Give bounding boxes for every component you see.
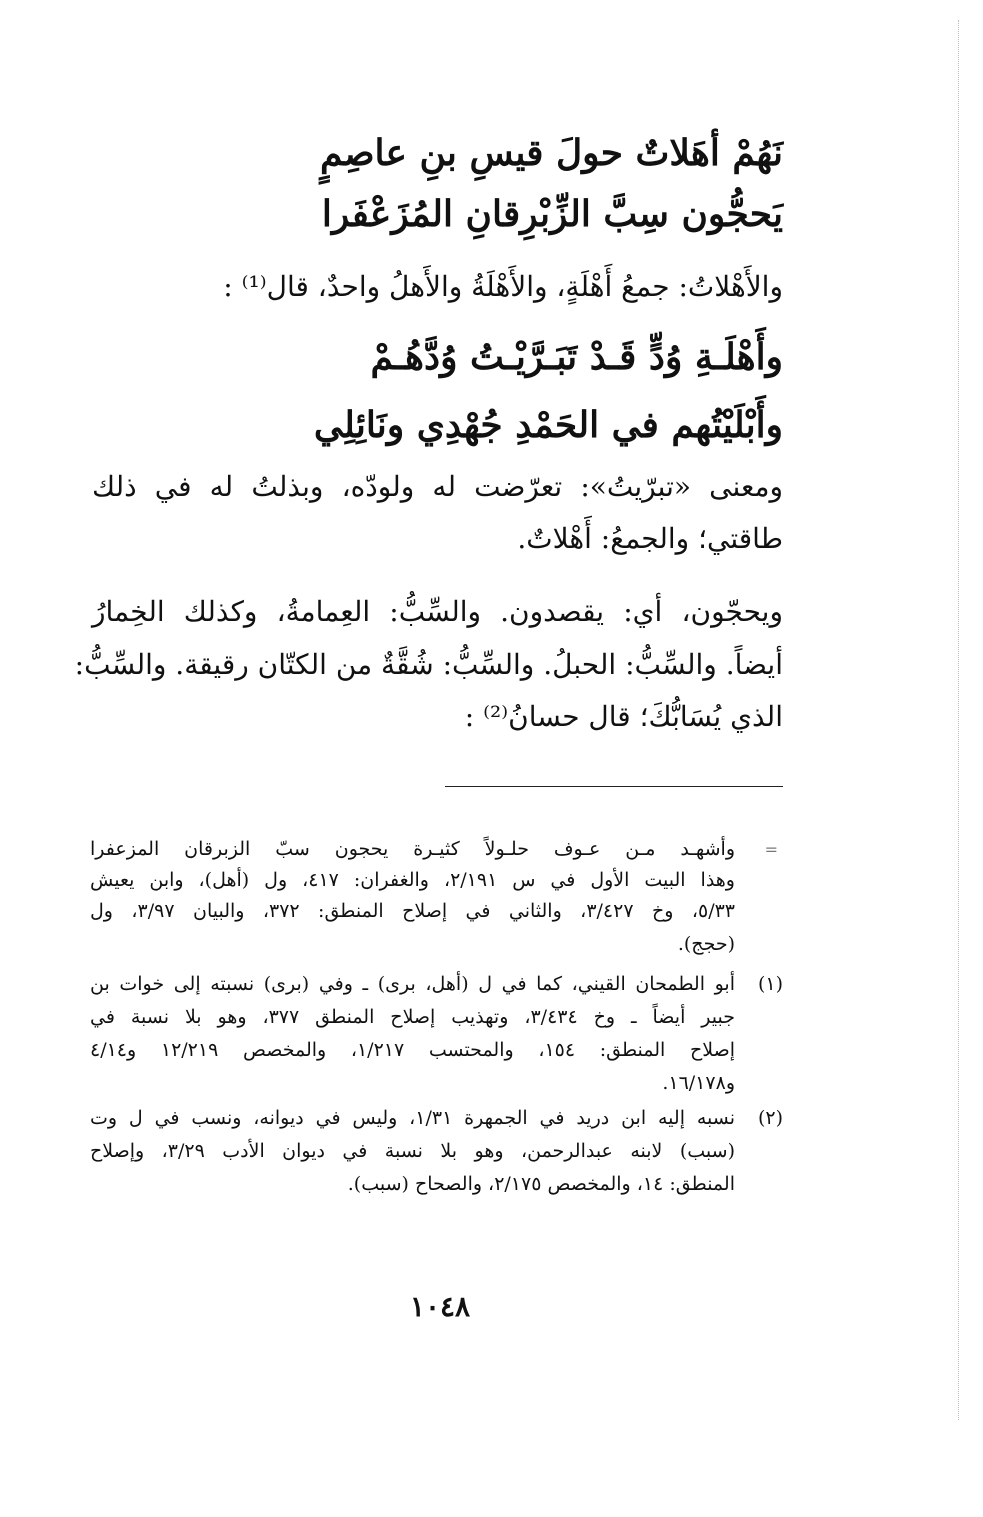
footnote-continued-line-2: وهذا البيت الأول في س ٢/١٩١، والغفران: ٤١٧، ول (أهل)، وابن يعيش [90, 869, 735, 891]
footnote-continued-line-3: ٥/٣٣، وخ ٣/٤٢٧، والثاني في إصلاح المنطق: ٣٧٢، والبيان ٣/٩٧، ول [90, 900, 736, 922]
footnote-2-line-3: المنطق: ١٤، والمخصص ٢/١٧٥، والصحاح (سبب). [347, 1173, 735, 1195]
verse-line-1: نَهُمْ أهَلاتٌ حولَ قيسِ بنِ عاصِمٍ [320, 132, 783, 174]
footnote-2-marker: (٢) [757, 1107, 783, 1129]
body-paragraph-line-6: الذي يُسَابُّكَ؛ قال حسانُ⁽²⁾ : [464, 700, 783, 733]
verse-line-3: وأَهْلَـةِ وُدٍّ قَـدْ تَبَـرَّيْـتُ وُدَّهُـمْ [370, 336, 783, 378]
footnote-continued-line-4: (حجج). [677, 933, 735, 955]
footnote-continued-marker: = [764, 840, 778, 859]
page-edge-line [958, 20, 960, 1420]
footnote-continued-line-1: وأشهـد مـن عـوف حلـولاً كثيـرة يحجون سبّ الزبرقان المزعفرا [90, 838, 735, 860]
footnote-1-line-4: و١٦/١٧٨. [662, 1072, 735, 1094]
page-number: ١٠٤٨ [409, 1290, 471, 1323]
body-paragraph-line-3: طاقتي؛ والجمعُ: أَهْلاتٌ. [517, 522, 783, 555]
footnote-separator [445, 786, 783, 787]
footnote-1-line-2: جبير أيضاً ـ وخ ٣/٤٣٤، وتهذيب إصلاح المنطق ٣٧٧، وهو بلا نسبة في [90, 1006, 735, 1028]
body-paragraph-line-2: ومعنى «تبرّيتُ»: تعرّضت له ولودّه، وبذلتُ له في ذلك [92, 470, 783, 503]
footnote-2-line-1: نسبه إليه ابن دريد في الجمهرة ١/٣١، وليس في ديوانه، ونسب في ل وت [90, 1107, 735, 1129]
verse-line-2: يَحجُّون سِبَّ الزِّبْرِقانِ المُزَعْفَرا [321, 193, 783, 235]
body-paragraph-line-4: ويحجّون، أي: يقصدون. والسِّبُّ: العِمامةُ، وكذلك الخِمارُ [92, 595, 783, 628]
body-paragraph-line-5: أيضاً. والسِّبُّ: الحبلُ. والسِّبُّ: شُقَّةٌ من الكتّان رقيقة. والسِّبُّ: [74, 648, 783, 681]
footnote-1-line-3: إصلاح المنطق: ١٥٤، والمحتسب ١/٢١٧، والمخصص ١٢/٢١٩ و٤/١٤ [90, 1039, 735, 1061]
footnote-1-marker: (١) [757, 973, 783, 995]
body-paragraph-line-1: والأَهْلاتُ: جمعُ أَهْلَةٍ، والأَهْلَةُ والأَهلُ واحدٌ، قال⁽¹⁾ : [223, 270, 783, 303]
footnote-2-line-2: (سبب) لابنه عبدالرحمن، وهو بلا نسبة في ديوان الأدب ٣/٢٩، وإصلاح [90, 1140, 735, 1162]
footnote-1-line-1: أبو الطمحان القيني، كما في ل (أهل، برى) ـ وفي (برى) نسبته إلى خوات بن [90, 973, 735, 995]
verse-line-4: وأَبْلَيْتُهم في الحَمْدِ جُهْدِي ونَائِلِي [313, 404, 783, 446]
